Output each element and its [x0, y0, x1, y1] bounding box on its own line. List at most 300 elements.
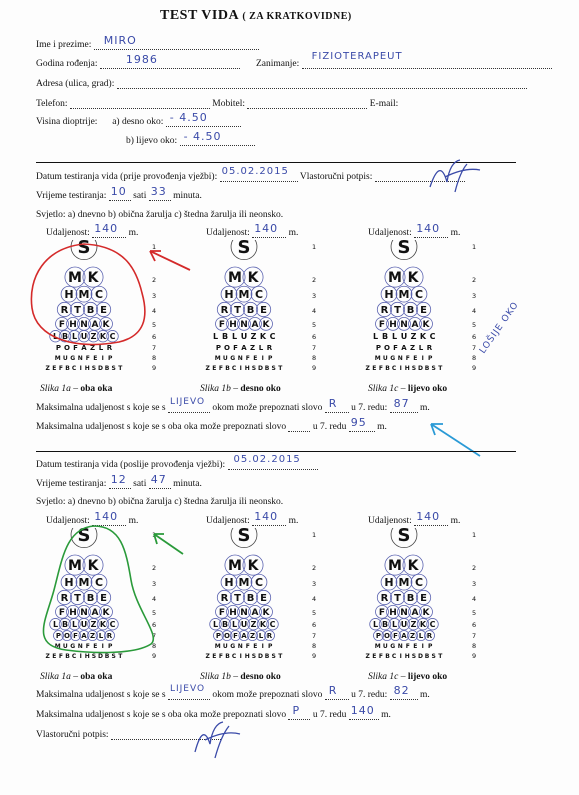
chart-letter: B: [221, 332, 229, 341]
chart-letter: L: [258, 344, 264, 352]
chart-letter: H: [69, 608, 77, 618]
chart-letter: K: [419, 620, 427, 629]
chart-letter: E: [93, 643, 98, 650]
max1-eye-field[interactable]: [168, 397, 210, 413]
before-light-row: Svjetlo: a) dnevno b) obična žarulja c) štedna žarulja ili neonsko.: [36, 210, 284, 220]
before-hours-field[interactable]: [109, 185, 131, 201]
chart-letter: B: [104, 653, 110, 660]
after-minutes-field[interactable]: [149, 473, 171, 489]
row-number: 7: [472, 344, 477, 352]
row-number: 8: [312, 642, 317, 650]
chart-letter: F: [218, 365, 223, 372]
chart-letter: I: [399, 365, 402, 372]
chart-letter: F: [233, 632, 238, 640]
row-number: 1: [472, 243, 477, 251]
distance-unit: m.: [288, 228, 299, 238]
row-number: 8: [152, 642, 157, 650]
chart-letter: S: [397, 528, 411, 546]
chart-letter: N: [400, 320, 408, 330]
row-number: 9: [312, 652, 317, 660]
chart-letter: M: [54, 355, 61, 362]
chart-letter: I: [421, 355, 424, 362]
chart-letter: H: [224, 576, 234, 589]
row-number: 5: [472, 321, 477, 329]
chart-letter: H: [84, 365, 90, 372]
chart-letter: F: [218, 608, 226, 618]
chart-letter: S: [77, 240, 91, 258]
chart-letter: U: [382, 643, 388, 650]
row-number: 2: [312, 564, 317, 572]
green-arrow-annotation: [148, 528, 188, 558]
before-caption-1c: [368, 384, 447, 394]
chart-letter: A: [251, 320, 259, 330]
name-field[interactable]: [94, 34, 259, 50]
chart-letter: M: [228, 558, 242, 574]
chart-letter: F: [73, 632, 78, 640]
chart-letter: G: [230, 643, 236, 650]
distance-unit: m.: [288, 516, 299, 526]
chart-letter: T: [394, 305, 401, 316]
chart-letter: C: [429, 620, 436, 629]
before-date-label: Datum testiranja vida (prije provođenja vježbi):: [36, 172, 218, 182]
chart-letter: E: [413, 355, 418, 362]
chart-letter: M: [374, 643, 381, 650]
chart-letter: H: [404, 653, 410, 660]
document-title: [160, 8, 352, 24]
chart-letter: F: [378, 653, 383, 660]
chart-letter: H: [224, 288, 234, 301]
chart-letter: L: [391, 332, 398, 341]
caption-prefix: Slika 1a –: [40, 384, 81, 394]
max1-letter-field[interactable]: [325, 684, 349, 700]
caption-prefix: Slika 1b –: [200, 672, 241, 682]
chart-letter: K: [407, 270, 419, 286]
chart-letter: R: [60, 593, 69, 604]
distance-field[interactable]: [414, 510, 448, 526]
chart-letter: I: [421, 643, 424, 650]
row-number: 5: [312, 609, 317, 617]
chart-letter: F: [85, 643, 90, 650]
address-field[interactable]: [117, 79, 527, 89]
chart-letter: K: [422, 608, 430, 618]
chart-letter: P: [428, 355, 433, 362]
before-date-field[interactable]: [220, 166, 298, 182]
chart-letter: E: [100, 593, 107, 604]
row-number: 6: [312, 333, 317, 341]
mobile-field[interactable]: [247, 99, 367, 109]
job-field[interactable]: [302, 51, 552, 69]
distance-field[interactable]: [414, 222, 448, 238]
row-number: 8: [152, 354, 157, 362]
divider-middle: [36, 451, 516, 452]
chart-letter: L: [372, 332, 379, 341]
max2-letter-field[interactable]: [288, 422, 310, 432]
chart-letter: S: [91, 365, 97, 372]
name-row: [36, 34, 259, 50]
chart-letter: B: [86, 305, 95, 316]
chart-letter: T: [438, 653, 443, 660]
row-number: 6: [472, 333, 477, 341]
chart-letter: S: [111, 653, 116, 660]
chart-letter: C: [254, 576, 264, 589]
title-subtitle: ( ZA KRATKOVIDNE): [242, 11, 352, 22]
max1-distance-field[interactable]: [390, 397, 418, 413]
before-distance-1: [46, 222, 139, 238]
chart-letter: B: [381, 332, 389, 341]
max1-text: Maksimalna udaljenost s koje se s: [36, 690, 166, 700]
chart-letter: B: [246, 593, 255, 604]
chart-letter: R: [380, 305, 389, 316]
before-chart-1b: [192, 240, 322, 380]
chart-letter: D: [258, 365, 263, 372]
chart-letter: U: [222, 355, 228, 362]
chart-letter: U: [400, 332, 408, 341]
chart-letter: K: [99, 620, 107, 629]
chart-letter: A: [241, 344, 247, 352]
max2-distance-value: 95: [350, 416, 367, 429]
left-eye-field[interactable]: [180, 130, 255, 146]
chart-letter: B: [381, 620, 389, 629]
chart-letter: S: [237, 528, 251, 546]
row-number: 6: [152, 333, 157, 341]
chart-letter: M: [388, 270, 402, 286]
chart-letter: A: [401, 344, 407, 352]
after-minutes-unit: minuta.: [173, 479, 202, 489]
chart-letter: H: [229, 608, 237, 618]
after-date-value: 05.02.2015: [233, 454, 301, 465]
chart-letter: P: [375, 344, 382, 352]
chart-letter: Z: [205, 365, 210, 372]
chart-letter: D: [98, 653, 103, 660]
name-value: MIRO: [103, 34, 137, 47]
chart-letter: K: [99, 332, 107, 341]
address-label: Adresa (ulica, grad):: [36, 79, 115, 89]
chart-letter: S: [251, 365, 257, 372]
max1-eye-value: LIJEVO: [169, 684, 206, 694]
row-number: 3: [152, 580, 157, 588]
distance-value: 140: [254, 510, 279, 523]
chart-letter: G: [390, 355, 396, 362]
chart-letter: U: [80, 332, 88, 341]
chart-letter: C: [254, 288, 264, 301]
chart-letter: L: [212, 620, 219, 629]
before-minutes-field[interactable]: [149, 185, 171, 201]
row-number: 9: [152, 652, 157, 660]
chart-letter: E: [372, 365, 377, 372]
chart-letter: L: [52, 332, 59, 341]
max2-text: Maksimalna udaljenost s koje se s oba oka može prepoznati slovo: [36, 422, 287, 432]
chart-letter: T: [234, 305, 241, 316]
chart-letter: O: [384, 632, 390, 640]
right-eye-label: a) desno oko:: [112, 117, 164, 127]
distance-field[interactable]: [252, 222, 286, 238]
chart-letter: S: [251, 653, 257, 660]
after-chart-1c: [352, 528, 482, 668]
row-number: 9: [472, 364, 477, 372]
row-number: 3: [152, 292, 157, 300]
chart-letter: B: [424, 365, 430, 372]
chart-letter: M: [54, 643, 61, 650]
chart-letter: F: [378, 608, 386, 618]
chart-letter: C: [391, 365, 397, 372]
max1-distance-field[interactable]: [390, 684, 418, 700]
chart-letter: A: [81, 632, 87, 640]
row-number: 8: [312, 354, 317, 362]
chart-letter: I: [101, 643, 104, 650]
chart-letter: F: [245, 355, 250, 362]
distance-field[interactable]: [252, 510, 286, 526]
chart-letter: E: [212, 365, 217, 372]
caption-prefix: Slika 1a –: [40, 672, 81, 682]
row-number: 5: [472, 609, 477, 617]
chart-letter: K: [247, 558, 259, 574]
chart-letter: M: [78, 576, 90, 589]
green-outline-annotation: [26, 520, 166, 660]
max2-distance-field[interactable]: [349, 416, 375, 432]
chart-letter: A: [411, 320, 419, 330]
before-max1-row: [36, 397, 430, 413]
row-number: 1: [312, 531, 317, 539]
birth-label: Godina rođenja:: [36, 59, 98, 69]
chart-letter: K: [259, 620, 267, 629]
chart-letter: C: [231, 653, 237, 660]
row-number: 7: [152, 632, 157, 640]
chart-letter: F: [73, 344, 78, 352]
chart-letter: E: [253, 355, 258, 362]
chart-letter: Z: [250, 332, 257, 341]
before-max2-row: [36, 416, 387, 432]
row-number: 4: [312, 595, 317, 603]
chart-letter: U: [222, 643, 228, 650]
chart-letter: G: [70, 643, 76, 650]
chart-letter: K: [102, 320, 110, 330]
chart-letter: S: [411, 653, 417, 660]
chart-letter: T: [74, 593, 81, 604]
caption-prefix: Slika 1b –: [200, 384, 241, 394]
max1-text-c: u 7. redu:: [351, 690, 388, 700]
chart-letter: U: [62, 643, 68, 650]
chart-letter: Z: [365, 653, 370, 660]
chart-letter: F: [378, 320, 386, 330]
address-row: [36, 79, 527, 89]
row-number: 2: [152, 564, 157, 572]
chart-letter: B: [406, 305, 415, 316]
max1-text-b: okom može prepoznati slovo: [212, 690, 323, 700]
row-number: 5: [152, 609, 157, 617]
name-label: Ime i prezime:: [36, 40, 92, 50]
left-eye-value: - 4.50: [183, 130, 222, 143]
row-number: 7: [152, 344, 157, 352]
chart-letter: U: [80, 620, 88, 629]
chart-letter: F: [393, 344, 398, 352]
chart-letter: P: [55, 632, 62, 640]
chart-letter: D: [418, 653, 423, 660]
chart-letter: R: [426, 632, 433, 640]
chart-letter: O: [224, 344, 230, 352]
max2-letter-value: P: [292, 704, 301, 717]
row-number: 4: [472, 595, 477, 603]
chart-letter: M: [78, 288, 90, 301]
caption-prefix: Slika 1c –: [368, 384, 408, 394]
before-caption-1a: [40, 384, 112, 394]
max1-text: Maksimalna udaljenost s koje se s: [36, 403, 166, 413]
chart-letter: E: [260, 305, 267, 316]
caption-bold: oba oka: [80, 672, 113, 682]
before-distance-3: [368, 222, 461, 238]
max2-text-b: u 7. redu: [312, 710, 347, 720]
distance-field[interactable]: [92, 222, 126, 238]
max1-unit: m.: [419, 690, 430, 700]
chart-letter: P: [428, 643, 433, 650]
after-date-row: [36, 454, 318, 470]
after-distance-3: [368, 510, 461, 526]
chart-letter: F: [245, 643, 250, 650]
max2-distance-field[interactable]: [349, 704, 379, 720]
distance-value: 140: [416, 510, 441, 523]
distance-value: 140: [254, 222, 279, 235]
after-caption-1c: [368, 672, 447, 682]
chart-letter: C: [109, 620, 116, 629]
row-number: 1: [312, 243, 317, 251]
chart-letter: T: [118, 653, 123, 660]
chart-letter: B: [86, 593, 95, 604]
row-number: 2: [152, 276, 157, 284]
chart-letter: N: [240, 320, 248, 330]
chart-letter: K: [87, 270, 99, 286]
chart-letter: O: [64, 344, 70, 352]
chart-letter: S: [77, 528, 91, 546]
max1-distance-value: 87: [393, 397, 410, 410]
chart-letter: E: [420, 593, 427, 604]
chart-letter: M: [238, 576, 250, 589]
birth-row: [36, 53, 240, 69]
max2-letter-field[interactable]: [288, 704, 310, 720]
row-number: 5: [152, 321, 157, 329]
before-hours-unit: sati: [133, 191, 147, 201]
chart-letter: T: [278, 365, 283, 372]
birth-field[interactable]: [100, 53, 240, 69]
chart-letter: P: [268, 643, 273, 650]
chart-letter: F: [85, 355, 90, 362]
chart-letter: E: [260, 593, 267, 604]
row-number: 6: [312, 621, 317, 629]
chart-letter: L: [231, 332, 238, 341]
chart-letter: H: [229, 320, 237, 330]
row-number: 4: [312, 307, 317, 315]
chart-letter: F: [218, 653, 223, 660]
max1-eye-field[interactable]: [168, 684, 210, 700]
chart-letter: C: [414, 576, 424, 589]
after-hours-field[interactable]: [109, 473, 131, 489]
chart-letter: E: [253, 643, 258, 650]
chart-letter: H: [69, 320, 77, 330]
chart-letter: H: [64, 288, 74, 301]
chart-letter: E: [212, 653, 217, 660]
before-signature-scribble: [425, 152, 485, 197]
chart-letter: K: [262, 608, 270, 618]
right-eye-value: - 4.50: [169, 111, 208, 124]
chart-letter: Z: [90, 620, 97, 629]
phone-field[interactable]: [70, 99, 210, 109]
chart-letter: F: [58, 365, 63, 372]
before-hours-value: 10: [110, 185, 127, 198]
chart-letter: P: [215, 632, 222, 640]
chart-letter: L: [231, 620, 238, 629]
chart-letter: C: [231, 365, 237, 372]
chart-letter: K: [407, 558, 419, 574]
chart-letter: I: [101, 355, 104, 362]
chart-letter: H: [244, 365, 250, 372]
chart-letter: T: [234, 593, 241, 604]
before-minutes-value: 33: [150, 185, 167, 198]
after-caption-1b: [200, 672, 281, 682]
title-text: TEST VIDA: [160, 8, 239, 23]
chart-letter: D: [98, 365, 103, 372]
chart-letter: H: [244, 653, 250, 660]
chart-letter: T: [438, 365, 443, 372]
chart-letter: C: [94, 576, 104, 589]
phone-label: Telefon:: [36, 99, 68, 109]
chart-letter: Z: [45, 653, 50, 660]
chart-letter: C: [109, 332, 116, 341]
chart-letter: A: [411, 608, 419, 618]
chart-letter: Z: [249, 632, 256, 640]
before-signature-label: Vlastoručni potpis:: [299, 172, 373, 182]
chart-letter: E: [413, 643, 418, 650]
chart-letter: Z: [205, 653, 210, 660]
max1-letter-field[interactable]: [325, 397, 349, 413]
chart-letter: C: [429, 332, 436, 341]
caption-bold: desno oko: [240, 672, 281, 682]
before-chart-1c: [352, 240, 482, 380]
chart-letter: U: [382, 355, 388, 362]
after-date-field[interactable]: [228, 454, 318, 470]
before-distance-2: [206, 222, 299, 238]
caption-bold: desno oko: [240, 384, 281, 394]
max2-unit: m.: [381, 710, 391, 720]
max1-letter-value: R: [328, 397, 338, 410]
chart-letter: C: [94, 288, 104, 301]
distance-unit: m.: [128, 228, 139, 238]
row-number: 2: [472, 276, 477, 284]
chart-letter: E: [52, 365, 57, 372]
chart-letter: M: [398, 288, 410, 301]
chart-letter: B: [65, 365, 70, 372]
chart-letter: N: [240, 608, 248, 618]
right-eye-field[interactable]: [166, 111, 241, 127]
chart-letter: K: [262, 320, 270, 330]
max2-text-b: u 7. redu: [312, 422, 347, 432]
row-number: 5: [312, 321, 317, 329]
chart-letter: F: [378, 365, 383, 372]
max2-unit: m.: [377, 422, 387, 432]
chart-letter: G: [70, 355, 76, 362]
chart-letter: T: [118, 365, 123, 372]
chart-letter: M: [238, 288, 250, 301]
before-date-row: [36, 166, 465, 182]
chart-letter: L: [98, 632, 104, 640]
max1-distance-value: 82: [393, 684, 410, 697]
chart-letter: N: [237, 355, 243, 362]
chart-letter: S: [91, 653, 97, 660]
chart-letter: S: [271, 653, 276, 660]
chart-letter: E: [93, 355, 98, 362]
chart-letter: B: [61, 620, 69, 629]
chart-letter: N: [400, 608, 408, 618]
chart-letter: K: [422, 320, 430, 330]
chart-letter: U: [400, 620, 408, 629]
job-row: [256, 51, 552, 69]
